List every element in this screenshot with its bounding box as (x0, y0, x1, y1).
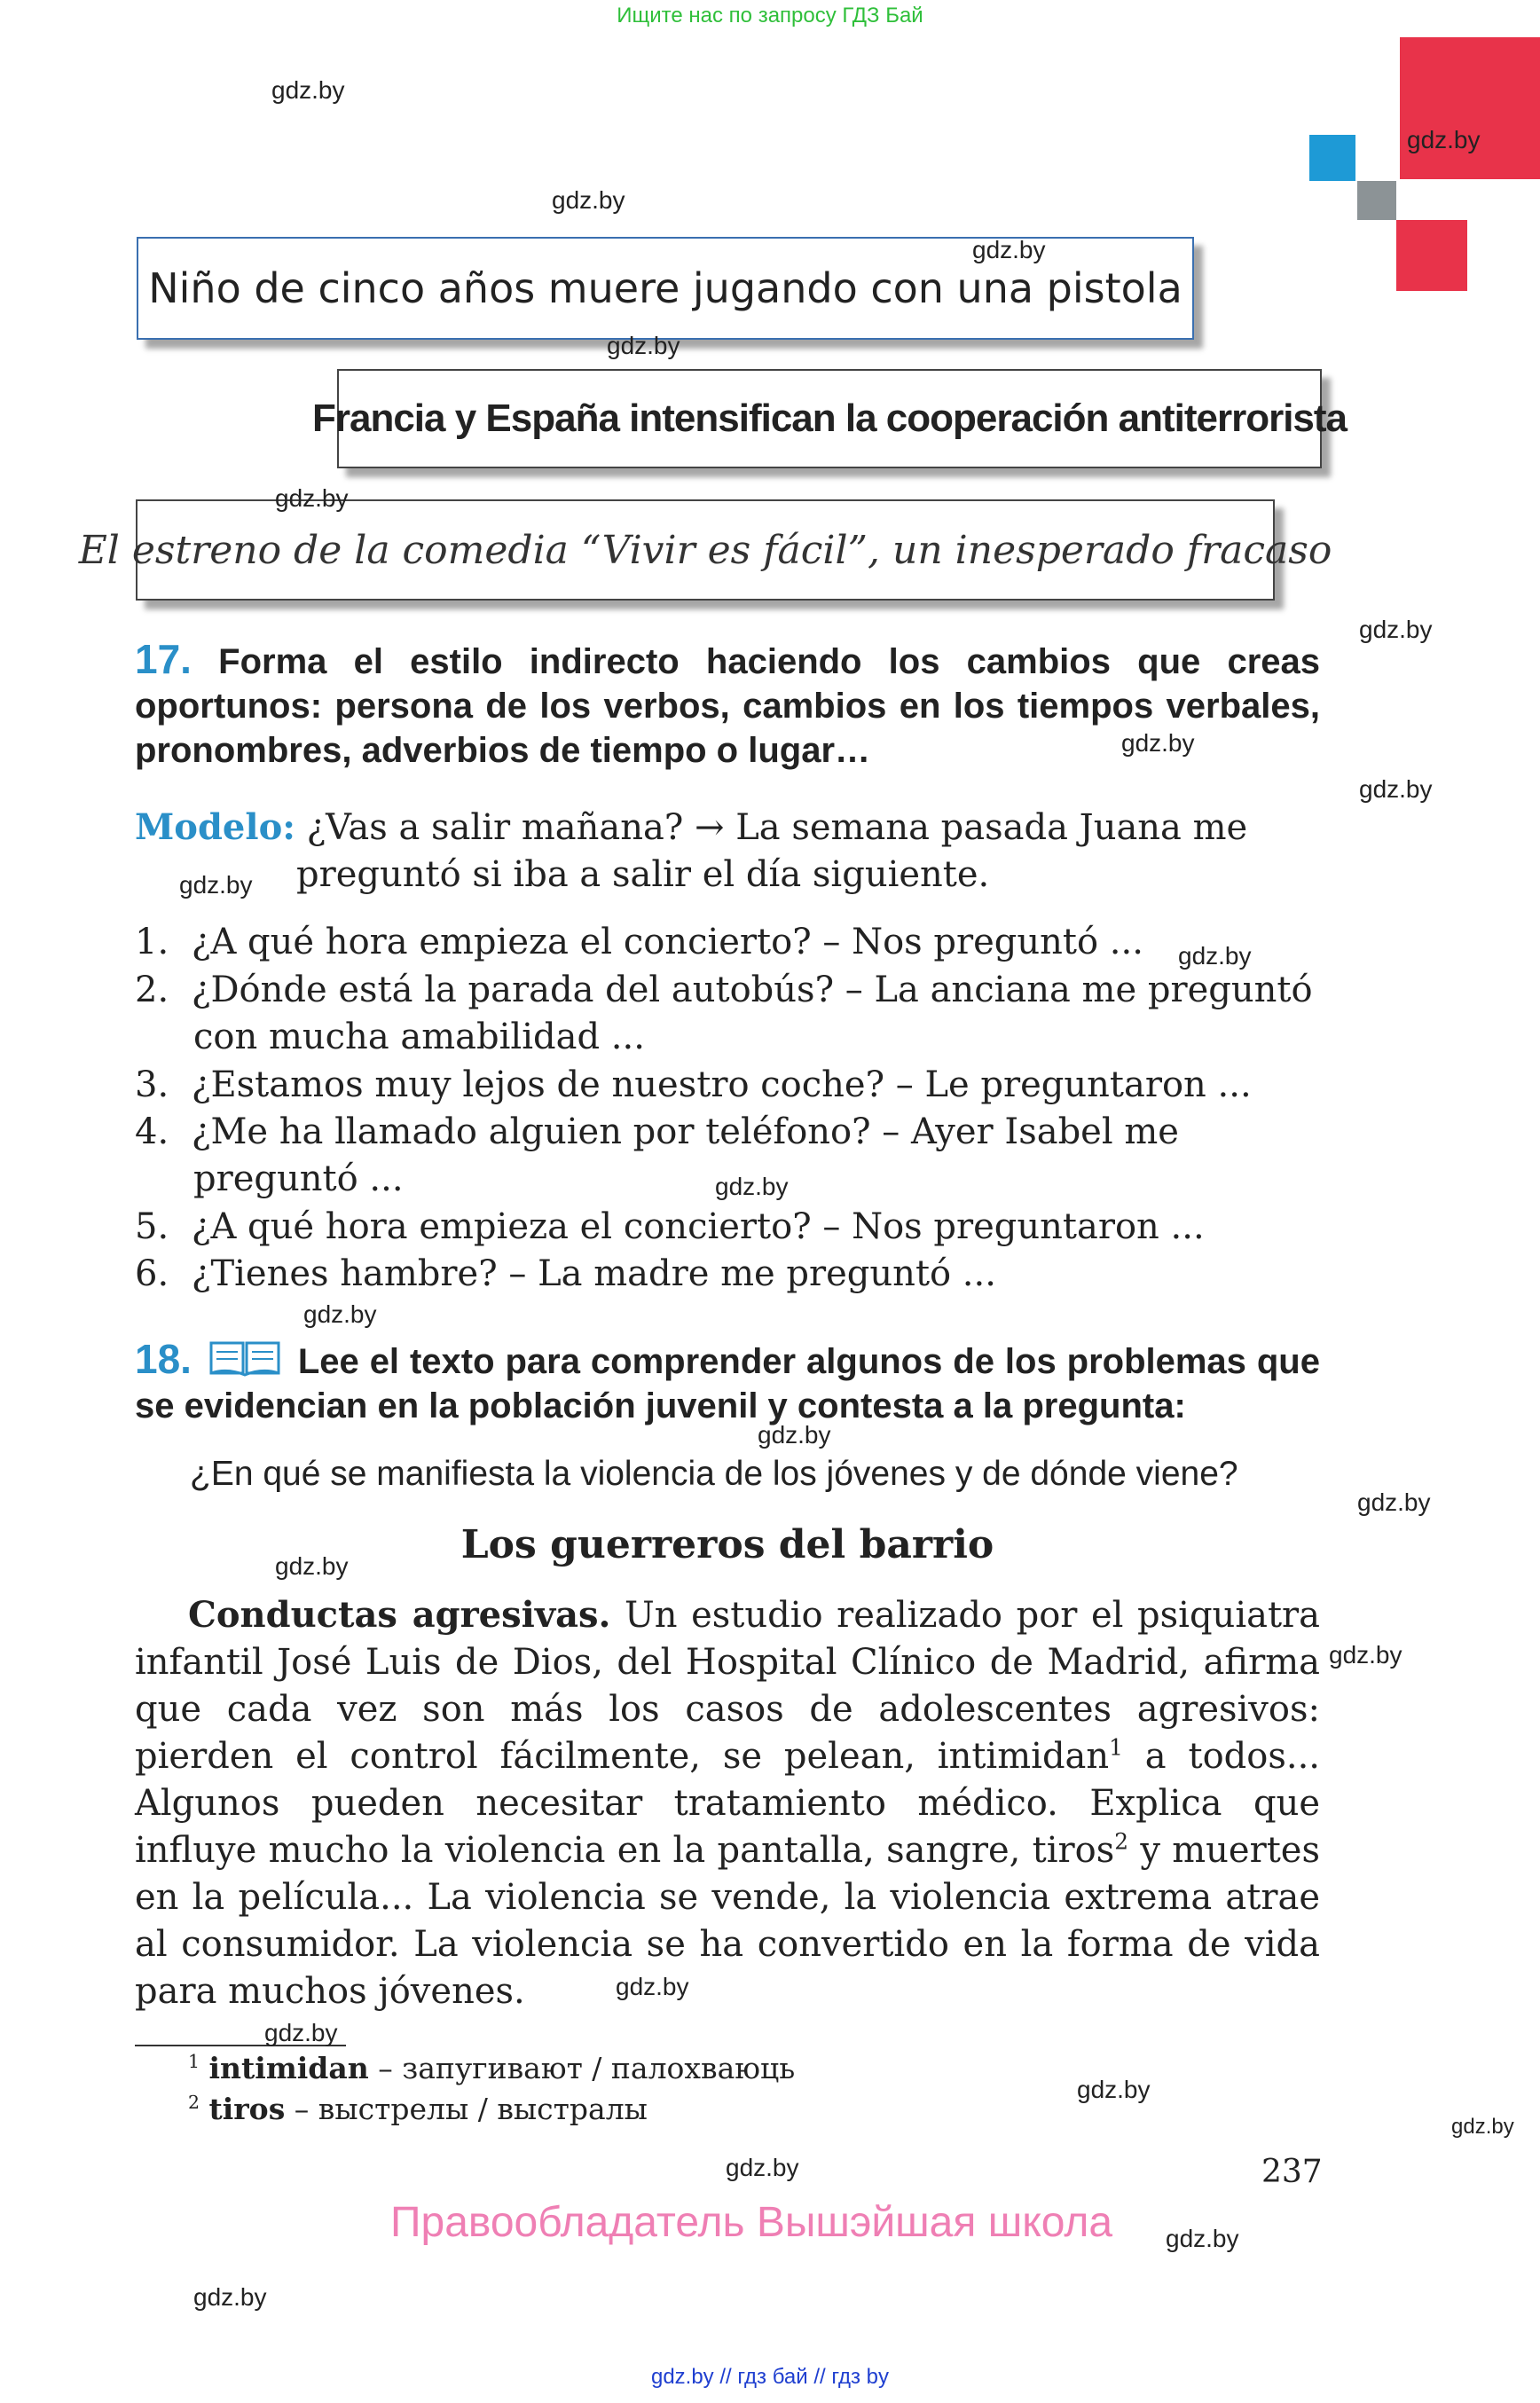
watermark: gdz.by (758, 1421, 831, 1449)
task-18-instruction (135, 1337, 1320, 1428)
item-text: ¿Tienes hambre? – La madre me preguntó ... (192, 1253, 996, 1294)
watermark: gdz.by (616, 1973, 689, 2000)
reading-text (135, 1591, 1320, 2015)
watermark: gdz.by (1407, 126, 1481, 153)
item-number: 3. (135, 1064, 169, 1105)
footnote-ref-1: 1 (1109, 1734, 1123, 1761)
copyright-notice: Правообладатель Вышэйшая школа (390, 2199, 1113, 2246)
watermark: gdz.by (193, 2283, 267, 2311)
list-item-continuation: preguntó ... (193, 1158, 404, 1199)
reading-part-2: a todos... Algunos pueden necesitar tratamiento médico. Explica que influye mucho la violencia en la pantalla, sangre, tiros (135, 1736, 1321, 1871)
list-item (135, 1109, 1320, 1156)
watermark: gdz.by (1359, 775, 1433, 803)
watermark: gdz.by (972, 236, 1046, 263)
modelo-label: Modelo: (135, 806, 296, 848)
headline-3: El estreno de la comedia “Vivir es fácil”, un inesperado fracaso (136, 499, 1275, 601)
item-text: ¿Estamos muy lejos de nuestro coche? – Le preguntaron ... (192, 1064, 1252, 1105)
item-text: ¿Dónde está la parada del autobús? – La anciana me preguntó (192, 970, 1313, 1010)
reading-part-1: Un estudio realizado por el psiquiatra infantil José Luis de Dios, del Hospital Clínico de Madrid, afirma que cada vez son más los casos de adolescentes agresivos: pierden el control fácilmente, se pelean, intimidan (135, 1595, 1320, 1777)
page-number: 237 (1261, 2154, 1323, 2190)
watermark: gdz.by (607, 332, 680, 359)
footnote-term: tiros (208, 2092, 286, 2126)
modelo-line-1: ¿Vas a salir mañana? → La semana pasada Juana me (306, 807, 1248, 848)
item-number: 4. (135, 1111, 169, 1152)
watermark: gdz.by (1329, 1641, 1402, 1669)
list-item (135, 967, 1320, 1014)
task-number: 17. (135, 636, 192, 682)
item-number: 1. (135, 922, 169, 962)
footnote-number: 2 (188, 2092, 200, 2113)
decor-red-square-large (1400, 37, 1540, 179)
item-text: ¿A qué hora empieza el concierto? – Nos preguntaron ... (192, 1206, 1205, 1247)
watermark: gdz.by (1451, 2115, 1514, 2139)
headline-2: Francia y España intensifican la cooperación antiterrorista (337, 369, 1322, 468)
list-item (135, 1251, 1320, 1298)
bottom-links[interactable]: gdz.by // гдз бай // гдз by (650, 2365, 890, 2389)
footnote-number: 1 (188, 2051, 200, 2072)
modelo-line-2: preguntó si iba a salir el día siguiente. (296, 854, 990, 895)
decor-gray-square (1357, 181, 1396, 220)
footnote-text: – выстрелы / выстралы (285, 2092, 648, 2126)
item-number: 2. (135, 970, 169, 1010)
list-item (135, 1204, 1320, 1251)
task-question: ¿En qué se manifiesta la violencia de los jóvenes y de dónde viene? (190, 1455, 1238, 1493)
open-book-icon (209, 1338, 280, 1377)
watermark: gdz.by (1166, 2225, 1239, 2252)
item-number: 5. (135, 1206, 169, 1247)
footnote-1 (188, 2051, 795, 2085)
modelo (135, 804, 1324, 852)
reading-part-3: y muertes en la película... La violencia se vende, la violencia extrema atrae al consumidor. La violencia se ha convertido en la forma de vida para muchos jóvenes. (135, 1830, 1320, 2012)
top-banner[interactable]: Ищите нас по запросу ГДЗ Бай (617, 4, 923, 27)
item-text: ¿A qué hora empieza el concierto? – Nos preguntó ... (192, 922, 1143, 962)
watermark: gdz.by (1121, 729, 1195, 757)
list-item-continuation: con mucha amabilidad ... (193, 1017, 645, 1057)
list-item (135, 1062, 1320, 1109)
list-item (135, 919, 1320, 966)
watermark: gdz.by (303, 1300, 377, 1328)
item-text: ¿Me ha llamado alguien por teléfono? – Ayer Isabel me (192, 1111, 1179, 1152)
task-text: Forma el estilo indirecto haciendo los cambios que creas oportunos: persona de los verbos, cambios en los tiempos verbales, pronombres, adverbios de tiempo o lugar… (135, 642, 1320, 770)
watermark: gdz.by (179, 871, 253, 899)
watermark: gdz.by (726, 2154, 799, 2181)
reading-lead: Conductas agresivas. (188, 1594, 611, 1636)
watermark: gdz.by (271, 76, 345, 104)
watermark: gdz.by (1178, 942, 1252, 970)
watermark: gdz.by (275, 484, 349, 512)
watermark: gdz.by (275, 1552, 349, 1580)
footnote-term: intimidan (208, 2051, 369, 2085)
text-title: Los guerreros del barrio (460, 1522, 994, 1567)
watermark: gdz.by (264, 2019, 338, 2046)
item-number: 6. (135, 1253, 169, 1294)
headline-1: Niño de cinco años muere jugando con una pistola (137, 237, 1194, 340)
footnote-2 (188, 2092, 648, 2126)
footnote-ref-2: 2 (1114, 1828, 1129, 1855)
footnote-text: – запугивают / палохваюць (368, 2051, 796, 2085)
watermark: gdz.by (715, 1173, 789, 1200)
watermark: gdz.by (1357, 1488, 1431, 1516)
decor-red-square-small (1396, 220, 1467, 291)
decor-cyan-square (1309, 135, 1355, 181)
watermark: gdz.by (1077, 2076, 1151, 2103)
task-text: Lee el texto para comprender algunos de los problemas que se evidencian en la población juvenil y contesta a la pregunta: (135, 1342, 1320, 1425)
watermark: gdz.by (552, 186, 625, 214)
watermark: gdz.by (1359, 616, 1433, 643)
task-number: 18. (135, 1336, 192, 1382)
